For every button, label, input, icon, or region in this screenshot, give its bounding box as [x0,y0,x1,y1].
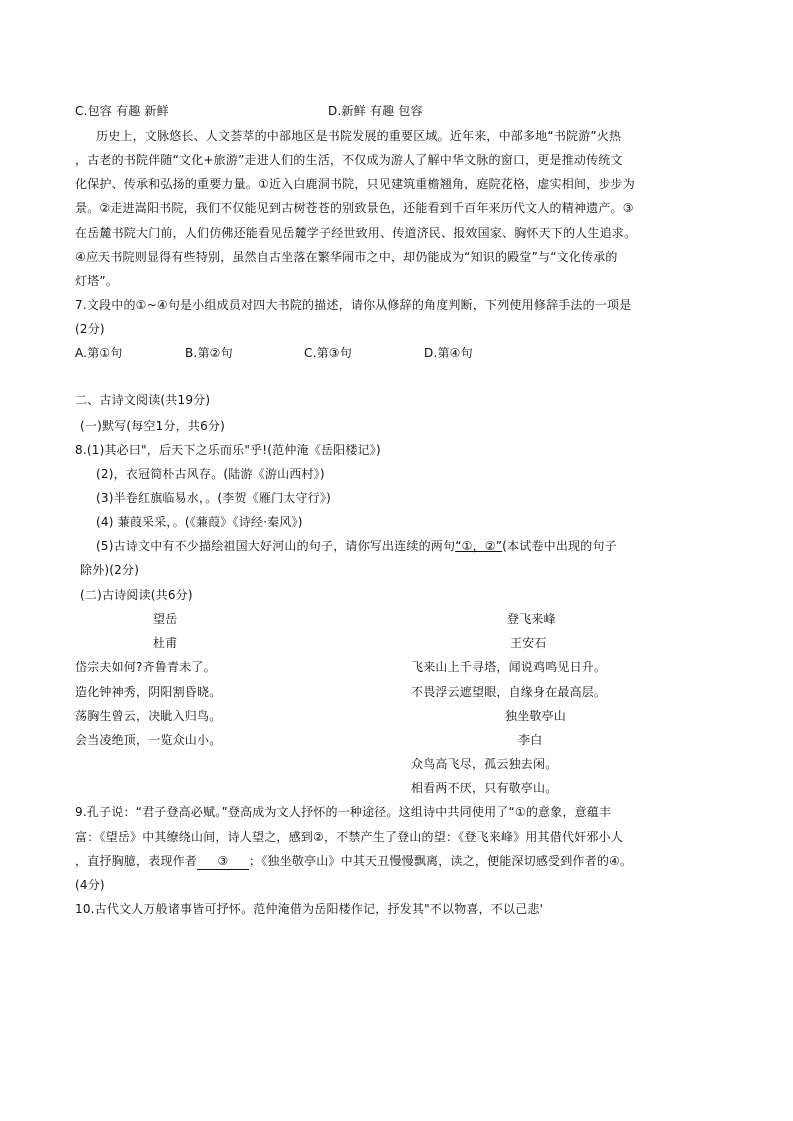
q8-5 [96,538,617,554]
passage-line: ④应天书院则显得有些特别，虽然自古坐落在繁华闹市之中，却仍能成为“知识的殿堂”与“文化传承的 [75,250,618,264]
poem1-author: 杜甫 [153,636,178,650]
poem3-author: 李白 [518,733,543,747]
q7-option-d: D.第④句 [424,346,473,360]
poem3-line: 相看两不厌，只有敬亭山。 [411,781,558,795]
passage-line: 在岳麓书院大门前，人们仿佛还能看见岳麓学子经世致用、传道济民、报效国家、胸怀天下的人生追求。 [75,226,637,240]
poem2-line: 不畏浮云遮望眼，自缘身在最高层。 [411,685,607,699]
poem2-author: 王安石 [510,636,547,650]
q7-option-c: C.第③句 [304,346,352,360]
poem1-line: 造化钟神秀，阴阳割昏晓。 [75,685,222,699]
q8-5-text: (5)古诗文中有不少描绘祖国大好河山的句子，请你写出连续的两句 [96,539,456,553]
q9-text: ，直抒胸臆，表现作者 [75,854,198,868]
q9-line [75,853,632,870]
poem3-title: 独坐敬亭山 [505,709,567,723]
q8-3: (3)半卷红旗临易水，。(李贺《雁门太守行》) [96,491,331,505]
poem1-line: 荡胸生曾云，决眦入归鸟。 [75,709,222,723]
q8-4: (4) 蒹葭采采，。(《蒹葭》《诗经·秦风》) [96,515,303,529]
q7-score: (2分) [75,322,105,336]
q8-1: 8.(1)其必曰"，后天下之乐而乐"乎!(范仲淹《岳阳楼记》) [75,443,381,457]
passage-line: 历史上，文脉悠长、人文荟萃的中部地区是书院发展的重要区域。近年来，中部多地“书院游”火热 [96,129,622,143]
section-title: 二、古诗文阅读(共19分) [75,393,211,407]
poem3-line: 众鸟高飞尽，孤云独去闲。 [411,757,558,771]
passage-line: 化保护、传承和弘扬的重要力量。①近入白鹿洞书院，只见建筑重檐翘角，庭院花格，虚实相间，步步为 [75,177,635,191]
poem2-title: 登飞来峰 [507,612,556,626]
q9-blank: ③ [197,853,249,870]
q9-score: (4分) [75,878,105,892]
passage-line: ，古老的书院伴随“文化+旅游”走进人们的生活，不仅成为游人了解中华文脉的窗口，更是推动传统文 [75,153,623,167]
poem1-title: 望岳 [153,612,178,626]
q10-line: 10.古代文人万般诸事皆可抒怀。范仲淹借为岳阳楼作记，抒发其"不以物喜，不以己悲' [75,902,544,916]
part-title: (一)默写(每空1分，共6分) [80,419,225,433]
poem2-line: 飞来山上千寻塔，闻说鸡鸣见日升。 [411,660,607,674]
q8-5-note: (本试卷中出现的句子 [502,539,617,553]
option-c: C.包容 有趣 新鲜 [75,104,169,118]
part-title: (二)古诗阅读(共6分) [80,588,193,602]
q8-5-cont: 除外)(2分) [80,563,140,577]
poem1-line: 会当凌绝顶，一览众山小。 [75,733,222,747]
passage-line: 景。②走进嵩阳书院，我们不仅能见到古树苍苍的别致景色，还能看到千百年来历代文人的精神遗产。③ [75,201,634,215]
q8-2: (2)，衣冠简朴古风存。(陆游《游山西村》) [96,467,325,481]
poem1-line: 岱宗夫如何?齐鲁青未了。 [75,660,216,674]
q7-option-a: A.第①句 [75,346,123,360]
q7-option-b: B.第②句 [185,346,233,360]
q7-stem: 7.文段中的①~④句是小组成员对四大书院的描述，请你从修辞的角度判断，下列使用修辞手法的一项是 [75,298,632,312]
q8-5-blank: “①，②” [455,539,503,553]
q9-line: 富：《望岳》中其缭绕山间，诗人望之，感到②，不禁产生了登山的望：《登飞来峰》用其借代奸邪小人 [75,830,623,844]
option-d: D.新鲜 有趣 包容 [328,104,423,118]
q9-text: ；《独坐敬亭山》中其天丑慢慢飘离，读之，便能深切感受到作者的④。 [249,854,633,868]
passage-line: 灯塔”。 [75,274,119,288]
q9-line: 9.孔子说：“君子登高必赋。”登高成为文人抒怀的一种途径。这组诗中共同使用了“①的意象，意蕴丰 [75,805,612,819]
